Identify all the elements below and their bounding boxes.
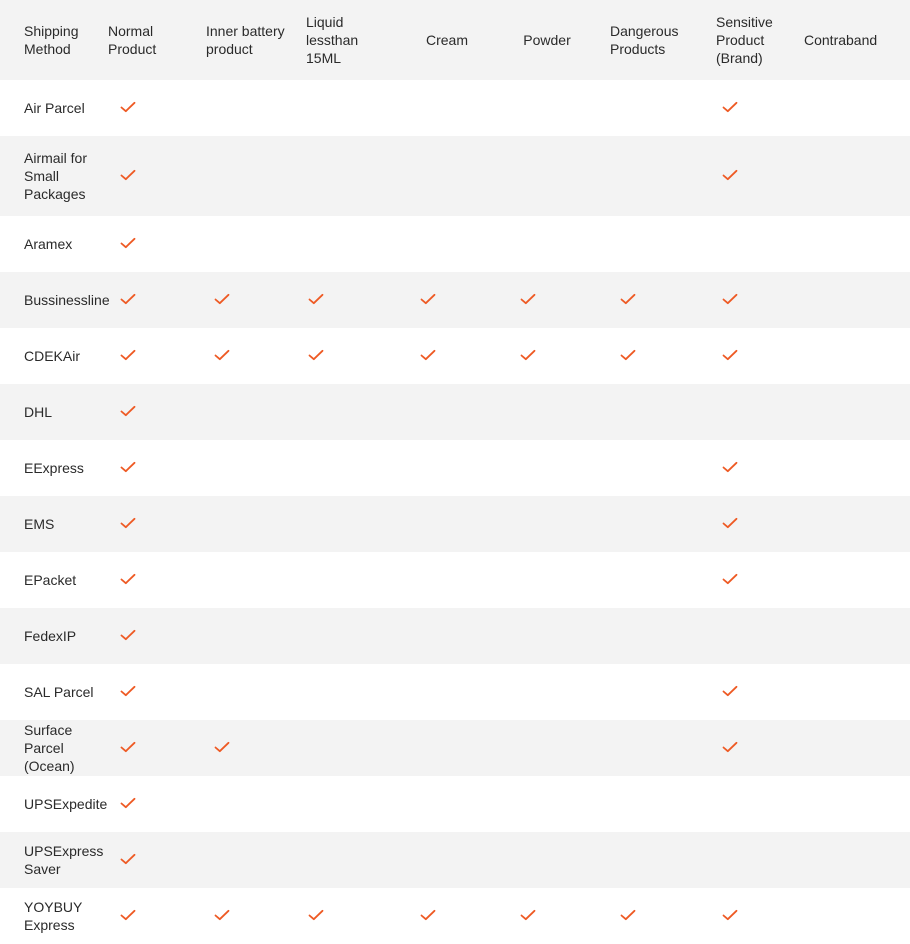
header-row <box>0 0 910 80</box>
shipping-method-cell: YOYBUY Express <box>24 899 83 933</box>
table-row <box>0 776 910 832</box>
support-cell <box>798 720 910 776</box>
support-cell <box>102 80 192 136</box>
support-cell <box>596 440 702 496</box>
check-icon <box>722 101 738 113</box>
support-cell <box>702 80 798 136</box>
check-icon <box>214 293 230 305</box>
support-cell <box>798 832 910 888</box>
support-cell <box>192 888 290 944</box>
support-cell <box>498 888 596 944</box>
header-powder: Powder <box>523 32 571 48</box>
check-icon <box>120 853 136 865</box>
support-cell <box>290 328 396 384</box>
support-cell <box>798 80 910 136</box>
support-cell <box>192 720 290 776</box>
support-cell <box>290 776 396 832</box>
shipping-method-cell: UPSExpedite <box>24 796 108 812</box>
check-icon <box>120 741 136 753</box>
support-cell <box>396 80 498 136</box>
table-row <box>0 720 910 776</box>
shipping-method-cell: DHL <box>24 404 53 420</box>
check-icon <box>120 629 136 641</box>
check-icon <box>120 909 136 921</box>
check-icon <box>722 573 738 585</box>
shipping-method-cell: Surface Parcel (Ocean) <box>24 722 75 774</box>
support-cell <box>498 216 596 272</box>
support-cell <box>396 216 498 272</box>
support-cell <box>396 888 498 944</box>
header-dangerous-products: Dangerous Products <box>610 23 679 57</box>
support-cell <box>396 136 498 216</box>
support-cell <box>702 552 798 608</box>
header-cream: Cream <box>425 32 468 48</box>
support-cell <box>596 776 702 832</box>
support-cell <box>596 608 702 664</box>
check-icon <box>308 293 324 305</box>
support-cell <box>596 832 702 888</box>
check-icon <box>214 909 230 921</box>
shipping-method-cell: EExpress <box>24 460 84 476</box>
support-cell <box>396 440 498 496</box>
support-cell <box>102 888 192 944</box>
support-cell <box>596 272 702 328</box>
check-icon <box>120 797 136 809</box>
support-cell <box>798 776 910 832</box>
support-cell <box>702 272 798 328</box>
support-cell <box>192 136 290 216</box>
shipping-method-cell: Aramex <box>24 236 73 252</box>
support-cell <box>290 136 396 216</box>
support-cell <box>290 552 396 608</box>
support-cell <box>192 664 290 720</box>
check-icon <box>308 909 324 921</box>
shipping-method-cell: Airmail for Small Packages <box>24 150 88 202</box>
check-icon <box>520 909 536 921</box>
shipping-method-cell: UPSExpress Saver <box>24 843 104 877</box>
support-cell <box>192 216 290 272</box>
support-cell <box>798 272 910 328</box>
shipping-method-cell: CDEKAir <box>24 348 81 364</box>
header-shipping-method: Shipping Method <box>24 23 79 57</box>
support-cell <box>396 664 498 720</box>
support-cell <box>396 384 498 440</box>
check-icon <box>722 741 738 753</box>
support-cell <box>702 608 798 664</box>
support-cell <box>290 720 396 776</box>
support-cell <box>396 720 498 776</box>
support-cell <box>498 664 596 720</box>
check-icon <box>520 349 536 361</box>
support-cell <box>702 776 798 832</box>
support-cell <box>102 440 192 496</box>
table-row <box>0 608 910 664</box>
header-sensitive-product-brand: Sensitive Product (Brand) <box>716 14 773 66</box>
table-row <box>0 832 910 888</box>
support-cell <box>702 496 798 552</box>
table-row <box>0 136 910 216</box>
support-cell <box>396 608 498 664</box>
support-cell <box>498 496 596 552</box>
support-cell <box>102 328 192 384</box>
support-cell <box>702 832 798 888</box>
check-icon <box>120 101 136 113</box>
header-inner-battery-product: Inner battery product <box>206 23 285 57</box>
shipping-method-cell: Bussinessline <box>24 292 110 308</box>
support-cell <box>498 440 596 496</box>
shipping-method-cell: SAL Parcel <box>24 684 94 700</box>
check-icon <box>722 349 738 361</box>
check-icon <box>722 293 738 305</box>
support-cell <box>290 608 396 664</box>
support-cell <box>192 440 290 496</box>
support-cell <box>498 384 596 440</box>
check-icon <box>620 293 636 305</box>
support-cell <box>102 216 192 272</box>
support-cell <box>290 664 396 720</box>
support-cell <box>498 328 596 384</box>
check-icon <box>722 517 738 529</box>
check-icon <box>120 461 136 473</box>
support-cell <box>498 136 596 216</box>
support-cell <box>102 832 192 888</box>
support-cell <box>498 552 596 608</box>
table-row <box>0 440 910 496</box>
table-row <box>0 888 910 944</box>
support-cell <box>702 440 798 496</box>
support-cell <box>596 496 702 552</box>
support-cell <box>192 384 290 440</box>
support-cell <box>798 552 910 608</box>
support-cell <box>798 664 910 720</box>
check-icon <box>520 293 536 305</box>
header-contraband: Contraband <box>804 32 878 48</box>
check-icon <box>120 169 136 181</box>
support-cell <box>102 720 192 776</box>
support-cell <box>396 496 498 552</box>
support-cell <box>596 216 702 272</box>
support-cell <box>290 272 396 328</box>
header-liquid-lessthan-15ml: Liquid lessthan 15ML <box>306 14 359 66</box>
support-cell <box>192 776 290 832</box>
support-cell <box>498 608 596 664</box>
check-icon <box>120 517 136 529</box>
support-cell <box>290 440 396 496</box>
support-cell <box>192 496 290 552</box>
shipping-method-cell: EMS <box>24 516 55 532</box>
table-row <box>0 664 910 720</box>
support-cell <box>596 328 702 384</box>
check-icon <box>214 741 230 753</box>
support-cell <box>192 328 290 384</box>
support-cell <box>290 832 396 888</box>
support-cell <box>702 216 798 272</box>
check-icon <box>120 685 136 697</box>
support-cell <box>396 832 498 888</box>
table-row <box>0 216 910 272</box>
support-cell <box>798 384 910 440</box>
table-row <box>0 384 910 440</box>
table-body <box>0 80 910 944</box>
table-row <box>0 496 910 552</box>
support-cell <box>290 80 396 136</box>
support-cell <box>396 328 498 384</box>
support-cell <box>596 664 702 720</box>
support-cell <box>798 888 910 944</box>
support-cell <box>798 216 910 272</box>
shipping-method-cell: EPacket <box>24 572 77 588</box>
table-header <box>0 0 910 80</box>
table-row <box>0 272 910 328</box>
support-cell <box>102 496 192 552</box>
support-cell <box>192 272 290 328</box>
check-icon <box>722 169 738 181</box>
check-icon <box>722 461 738 473</box>
support-cell <box>498 832 596 888</box>
support-cell <box>798 136 910 216</box>
support-cell <box>102 136 192 216</box>
support-cell <box>596 80 702 136</box>
support-cell <box>396 776 498 832</box>
shipping-method-cell: Air Parcel <box>24 100 85 116</box>
support-cell <box>702 136 798 216</box>
support-cell <box>798 496 910 552</box>
support-cell <box>396 552 498 608</box>
support-cell <box>702 888 798 944</box>
support-cell <box>192 552 290 608</box>
check-icon <box>120 237 136 249</box>
support-cell <box>102 776 192 832</box>
support-cell <box>702 720 798 776</box>
support-cell <box>702 664 798 720</box>
support-cell <box>102 272 192 328</box>
support-cell <box>596 552 702 608</box>
check-icon <box>120 405 136 417</box>
check-icon <box>722 685 738 697</box>
support-cell <box>596 720 702 776</box>
support-cell <box>596 888 702 944</box>
support-cell <box>102 552 192 608</box>
check-icon <box>120 293 136 305</box>
check-icon <box>420 909 436 921</box>
support-cell <box>102 384 192 440</box>
check-icon <box>620 909 636 921</box>
support-cell <box>498 720 596 776</box>
check-icon <box>420 349 436 361</box>
check-icon <box>214 349 230 361</box>
check-icon <box>120 573 136 585</box>
support-cell <box>702 328 798 384</box>
support-cell <box>290 496 396 552</box>
table-row <box>0 552 910 608</box>
support-cell <box>798 440 910 496</box>
check-icon <box>620 349 636 361</box>
table-row <box>0 80 910 136</box>
support-cell <box>290 384 396 440</box>
support-cell <box>498 272 596 328</box>
check-icon <box>420 293 436 305</box>
support-cell <box>596 384 702 440</box>
support-cell <box>498 776 596 832</box>
table-row <box>0 328 910 384</box>
shipping-method-cell: FedexIP <box>24 628 77 644</box>
support-cell <box>798 608 910 664</box>
support-cell <box>102 664 192 720</box>
support-cell <box>192 80 290 136</box>
support-cell <box>596 136 702 216</box>
support-cell <box>798 328 910 384</box>
support-cell <box>498 80 596 136</box>
support-cell <box>192 608 290 664</box>
support-cell <box>290 888 396 944</box>
header-normal-product: Normal Product <box>108 23 157 57</box>
check-icon <box>120 349 136 361</box>
check-icon <box>308 349 324 361</box>
support-cell <box>702 384 798 440</box>
support-cell <box>396 272 498 328</box>
check-icon <box>722 909 738 921</box>
support-cell <box>290 216 396 272</box>
support-cell <box>102 608 192 664</box>
support-cell <box>192 832 290 888</box>
